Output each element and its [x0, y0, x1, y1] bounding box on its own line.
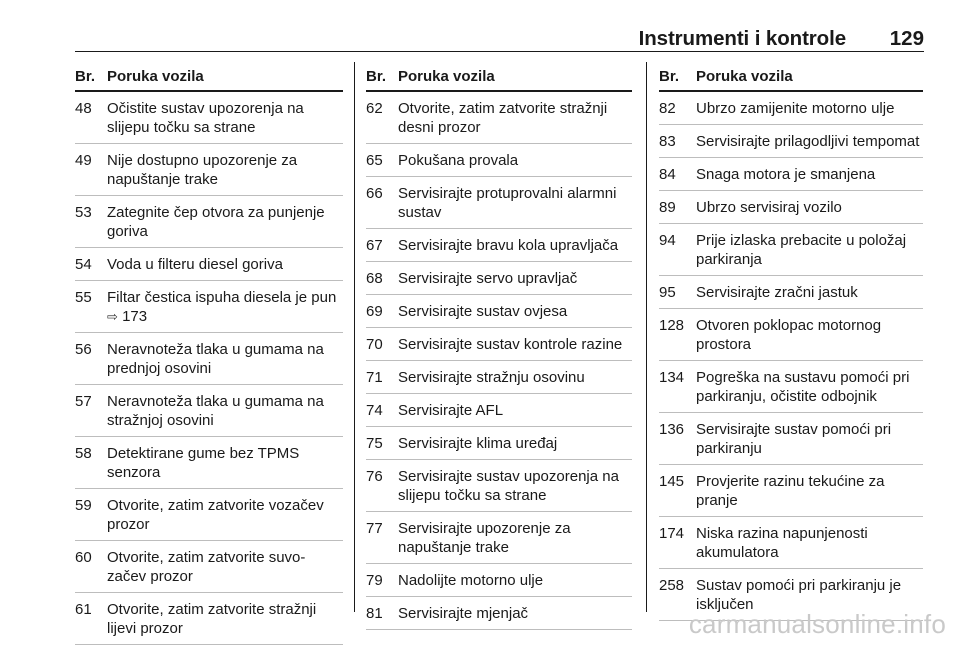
message-text: Snaga motora je smanjena	[696, 166, 876, 183]
message-text: Servisirajte AFL	[398, 402, 504, 419]
table-row	[366, 229, 632, 262]
header-message-label: Poruka vozila	[398, 68, 495, 85]
message-number: 89	[659, 199, 676, 216]
message-text: Otvorite, zatim zatvorite stražnji lijevi prozor	[107, 601, 317, 637]
message-text: Nadolijte motorno ulje	[398, 572, 544, 589]
message-table-column-3	[659, 66, 923, 621]
message-text: Ubrzo servisiraj vozilo	[696, 199, 842, 216]
table-row	[366, 144, 632, 177]
watermark: carmanualsonline.info	[688, 609, 946, 639]
message-text: Prije izlaska prebacite u položaj parkiranja	[696, 232, 907, 268]
message-text: Servisirajte servo upravljač	[398, 270, 578, 287]
table-row	[75, 593, 343, 645]
message-number: 258	[659, 577, 685, 594]
message-number: 75	[366, 435, 383, 452]
message-number: 128	[659, 317, 685, 334]
message-text-cell	[107, 340, 343, 378]
message-text-cell	[398, 236, 632, 255]
table-row	[366, 328, 632, 361]
message-text-cell	[696, 165, 923, 184]
table-row	[75, 437, 343, 489]
message-text-cell	[398, 434, 632, 453]
message-text: Nije dostupno upozorenje za napuštanje trake	[107, 152, 298, 188]
message-text-cell	[107, 288, 343, 326]
table-row	[659, 413, 923, 465]
message-text-cell	[398, 604, 632, 623]
message-text: Zategnite čep otvora za punjenje goriva	[107, 204, 325, 240]
message-text-cell	[696, 420, 923, 458]
message-text: Voda u filteru diesel goriva	[107, 256, 283, 273]
message-text: Otvorite, zatim zatvorite stražnji desni prozor	[398, 100, 608, 136]
table-row	[366, 597, 632, 630]
table-header	[366, 66, 632, 92]
table-row	[75, 144, 343, 196]
message-text-cell	[107, 600, 343, 638]
table-row	[366, 394, 632, 427]
message-number: 134	[659, 369, 685, 386]
message-text-cell	[107, 496, 343, 534]
message-text-cell	[107, 444, 343, 482]
message-text: Niska razina napunjenosti akumulatora	[696, 525, 868, 561]
message-number: 53	[75, 204, 92, 221]
table-row	[75, 248, 343, 281]
table-row	[659, 158, 923, 191]
message-text-cell	[696, 368, 923, 406]
page-reference[interactable]: 173	[122, 308, 148, 325]
message-text-cell	[107, 548, 343, 586]
table-row	[366, 262, 632, 295]
message-text: Servisirajte prilagodljivi tempomat	[696, 133, 920, 150]
table-row	[366, 512, 632, 564]
message-number: 68	[366, 270, 383, 287]
message-text-cell	[398, 467, 632, 505]
message-text: Otvorite, zatim zatvorite suvo- začev prozor	[107, 549, 306, 585]
message-number: 74	[366, 402, 383, 419]
message-number: 82	[659, 100, 676, 117]
table-row	[366, 361, 632, 394]
page-header	[75, 0, 924, 52]
message-number: 71	[366, 369, 383, 386]
message-table-column-2	[366, 66, 632, 630]
table-row	[75, 541, 343, 593]
table-row	[75, 281, 343, 333]
header-number-label: Br.	[366, 68, 387, 85]
message-text: Servisirajte bravu kola upravljača	[398, 237, 619, 254]
message-text-cell	[398, 401, 632, 420]
message-number: 84	[659, 166, 676, 183]
message-number: 174	[659, 525, 685, 542]
message-text-cell	[107, 151, 343, 189]
message-text-cell	[398, 335, 632, 354]
message-text: Servisirajte zračni jastuk	[696, 284, 858, 301]
message-number: 69	[366, 303, 383, 320]
message-number: 61	[75, 601, 92, 618]
message-text-cell	[398, 269, 632, 288]
table-row	[366, 295, 632, 328]
message-text-cell	[398, 99, 632, 137]
table-row	[75, 489, 343, 541]
message-number: 136	[659, 421, 685, 438]
message-text: Servisirajte sustav ovjesa	[398, 303, 568, 320]
message-number: 62	[366, 100, 383, 117]
message-text: Neravnoteža tlaka u gumama na stražnjoj osovini	[107, 393, 324, 429]
message-text-cell	[696, 316, 923, 354]
message-number: 55	[75, 289, 92, 306]
message-number: 83	[659, 133, 676, 150]
table-row	[659, 309, 923, 361]
message-number: 49	[75, 152, 92, 169]
message-number: 79	[366, 572, 383, 589]
message-number: 60	[75, 549, 92, 566]
page-title: Instrumenti i kontrole	[638, 27, 846, 50]
column-divider	[646, 62, 647, 612]
message-text-cell	[398, 571, 632, 590]
message-number: 54	[75, 256, 92, 273]
message-number: 57	[75, 393, 92, 410]
column-divider	[354, 62, 355, 612]
message-number: 94	[659, 232, 676, 249]
message-text-cell	[107, 255, 343, 274]
message-number: 59	[75, 497, 92, 514]
message-text-cell	[398, 184, 632, 222]
table-row	[659, 92, 923, 125]
message-text: Detektirane gume bez TPMS senzora	[107, 445, 300, 481]
message-text: Servisirajte stražnju osovinu	[398, 369, 585, 386]
message-number: 58	[75, 445, 92, 462]
message-text-cell	[107, 99, 343, 137]
table-row	[659, 224, 923, 276]
message-number: 81	[366, 605, 383, 622]
page-reference-icon: ⇨	[107, 309, 118, 324]
message-number: 67	[366, 237, 383, 254]
message-text-cell	[107, 392, 343, 430]
message-text: Očistite sustav upozorenja na slijepu točku sa strane	[107, 100, 304, 136]
header-number-label: Br.	[75, 68, 96, 85]
message-text: Otvorite, zatim zatvorite vozačev prozor	[107, 497, 324, 533]
message-text-cell	[398, 519, 632, 557]
table-row	[366, 460, 632, 512]
table-row	[659, 191, 923, 224]
message-number: 70	[366, 336, 383, 353]
message-text-cell	[696, 524, 923, 562]
message-text-cell	[696, 198, 923, 217]
message-text: Servisirajte klima uređaj	[398, 435, 558, 452]
table-row	[75, 385, 343, 437]
message-number: 76	[366, 468, 383, 485]
message-text: Servisirajte upozorenje za napuštanje trake	[398, 520, 571, 556]
page-number: 129	[889, 27, 924, 50]
header-number-label: Br.	[659, 68, 680, 85]
message-text: Filtar čestica ispuha diesela je pun	[107, 289, 337, 306]
table-row	[659, 276, 923, 309]
table-row	[366, 177, 632, 229]
message-text: Provjerite razinu tekućine za pranje	[696, 473, 885, 509]
table-row	[75, 92, 343, 144]
message-number: 95	[659, 284, 676, 301]
message-number: 65	[366, 152, 383, 169]
message-text: Servisirajte mjenjač	[398, 605, 529, 622]
table-row	[75, 333, 343, 385]
table-row	[366, 92, 632, 144]
message-text: Sustav pomoći pri parkiranju je isključen	[696, 577, 902, 613]
message-text: Pokušana provala	[398, 152, 519, 169]
message-number: 145	[659, 473, 685, 490]
message-text-cell	[696, 99, 923, 118]
message-number: 66	[366, 185, 383, 202]
message-text-cell	[696, 132, 923, 151]
message-text: Servisirajte sustav kontrole razine	[398, 336, 623, 353]
table-row	[75, 196, 343, 248]
message-text-cell	[696, 283, 923, 302]
table-header	[659, 66, 923, 92]
table-row	[659, 361, 923, 413]
message-text: Servisirajte sustav upozorenja na slijepu točku sa strane	[398, 468, 619, 504]
table-row	[366, 564, 632, 597]
message-text-cell	[398, 302, 632, 321]
header-message-label: Poruka vozila	[107, 68, 204, 85]
message-text-cell	[696, 231, 923, 269]
message-text-cell	[107, 203, 343, 241]
message-table-column-1	[75, 66, 343, 645]
message-text-cell	[398, 368, 632, 387]
message-text: Ubrzo zamijenite motorno ulje	[696, 100, 895, 117]
table-row	[366, 427, 632, 460]
message-text: Neravnoteža tlaka u gumama na prednjoj osovini	[107, 341, 324, 377]
message-text: Otvoren poklopac motornog prostora	[696, 317, 882, 353]
table-row	[659, 465, 923, 517]
message-number: 48	[75, 100, 92, 117]
message-text-cell	[398, 151, 632, 170]
message-text: Pogreška na sustavu pomoći pri parkiranju, očistite odbojnik	[696, 369, 910, 405]
message-number: 77	[366, 520, 383, 537]
message-text: Servisirajte sustav pomoći pri parkiranju	[696, 421, 892, 457]
header-message-label: Poruka vozila	[696, 68, 793, 85]
message-number: 56	[75, 341, 92, 358]
message-text: Servisirajte protuprovalni alarmni sustav	[398, 185, 617, 221]
table-row	[659, 517, 923, 569]
table-row	[659, 125, 923, 158]
table-header	[75, 66, 343, 92]
message-text-cell	[696, 472, 923, 510]
